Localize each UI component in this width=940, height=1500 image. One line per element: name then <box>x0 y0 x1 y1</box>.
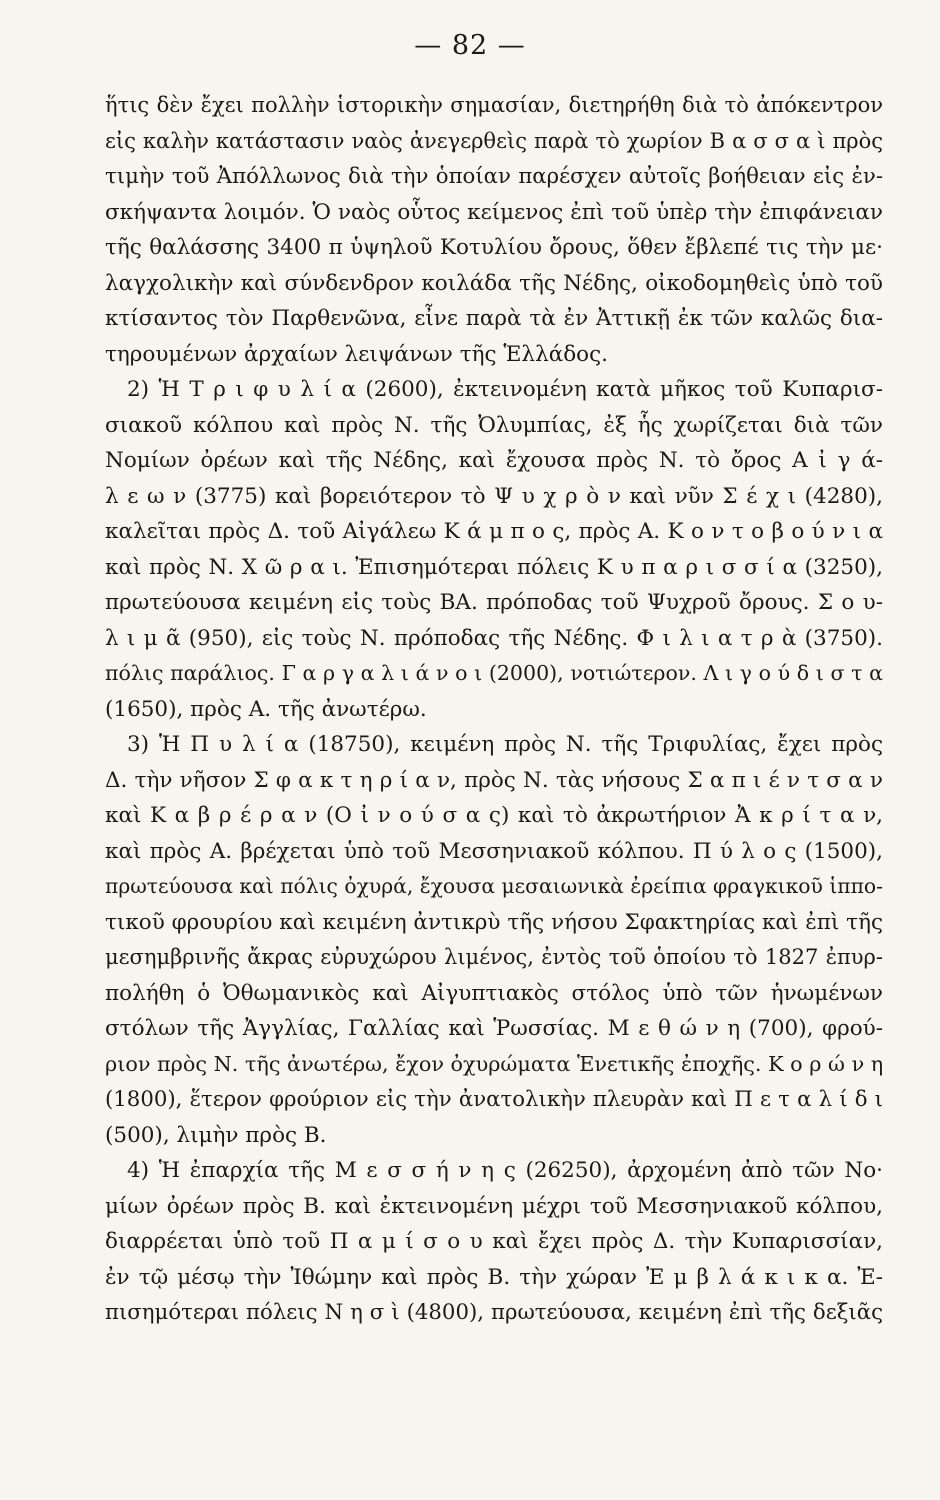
text-line: (1800), ἕτερον φρούριον εἰς τὴν ἀνατολικὴν πλευρὰν καὶ Π ε τ α λ ί δ ι <box>105 1087 883 1112</box>
paragraph-end-line: (500), λιμὴν πρὸς Β. <box>105 1122 327 1148</box>
text-line: ριον πρὸς Ν. τῆς ἀνωτέρω, ἔχον ὀχυρώματα Ἑνετικῆς ἐποχῆς. Κ ο ρ ώ ν η <box>105 1051 883 1076</box>
text-line: διαρρέεται ὑπὸ τοῦ Π α μ ί σ ο υ καὶ ἔχει πρὸς Δ. τὴν Κυπαρισσίαν, <box>105 1229 883 1254</box>
text-line: πόλις παράλιος. Γ α ρ γ α λ ι ά ν ο ι (2000), νοτιώτερον. Λ ι γ ο ύ δ ι σ τ α <box>105 661 883 685</box>
text-line: στόλων τῆς Ἀγγλίας, Γαλλίας καὶ Ῥωσσίας. Μ ε θ ώ ν η (700), φρού- <box>105 1016 883 1041</box>
paragraph-end-line: (1650), πρὸς Α. τῆς ἀνωτέρω. <box>105 696 427 722</box>
page-number: — 82 — <box>414 30 526 61</box>
text-line: λαγχολικὴν καὶ σύνδενδρον κοιλάδα τῆς Νέδης, οἰκοδομηθεὶς ὑπὸ τοῦ <box>105 270 883 296</box>
text-line: τικοῦ φρουρίου καὶ κειμένη ἀντικρὺ τῆς νήσου Σφακτηρίας καὶ ἐπὶ τῆς <box>105 909 883 935</box>
text-line: ἐν τῷ μέσῳ τὴν Ἰθώμην καὶ πρὸς Β. τὴν χώραν Ἐ μ β λ ά κ ι κ α. Ἐ- <box>105 1264 883 1290</box>
text-line: πρωτεύουσα κειμένη εἰς τοὺς ΒΑ. πρόποδας τοῦ Ψυχροῦ ὄρους. Σ ο υ- <box>105 590 883 615</box>
text-line: καλεῖται πρὸς Δ. τοῦ Αἰγάλεω Κ ά μ π ο ς, πρὸς Α. Κ ο ν τ ο β ο ύ ν ι α <box>105 519 883 544</box>
section-4-heading-line: 4) Ἡ ἐπαρχία τῆς Μ ε σ σ ή ν η ς (26250), ἀρχομένη ἀπὸ τῶν Νο· <box>127 1158 883 1183</box>
paragraph-end-line: τηρουμένων ἀρχαίων λειψάνων τῆς Ἑλλάδος. <box>105 341 608 367</box>
section-3-heading-line: 3) Ἡ Π υ λ ί α (18750), κειμένη πρὸς Ν. τῆς Τριφυλίας, ἔχει πρὸς <box>127 732 883 757</box>
text-line: μεσημβρινῆς ἄκρας εὐρυχώρου λιμένος, ἐντὸς τοῦ ὁποίου τὸ 1827 ἐπυρ- <box>105 945 883 969</box>
text-line: σκήψαντα λοιμόν. Ὁ ναὸς οὗτος κείμενος ἐπὶ τοῦ ὑπὲρ τὴν ἐπιφάνειαν <box>105 199 883 225</box>
section-2-heading-line: 2) Ἡ Τ ρ ι φ υ λ ί α (2600), ἐκτεινομένη κατὰ μῆκος τοῦ Κυπαρισ- <box>127 377 883 402</box>
text-line: μίων ὀρέων πρὸς Β. καὶ ἐκτεινομένη μέχρι τοῦ Μεσσηνιακοῦ κόλπου, <box>105 1193 883 1219</box>
text-line: πολήθη ὁ Ὀθωμανικὸς καὶ Αἰγυπτιακὸς στόλος ὑπὸ τῶν ἡνωμένων <box>105 980 883 1006</box>
text-line: κτίσαντος τὸν Παρθενῶνα, εἶνε παρὰ τὰ ἐν Ἀττικῇ ἐκ τῶν καλῶς δια- <box>105 306 883 331</box>
text-line: ἥτις δὲν ἔχει πολλὴν ἱστορικὴν σημασίαν, διετηρήθη διὰ τὸ ἀπόκεντρον <box>105 93 883 117</box>
text-line: σιακοῦ κόλπου καὶ πρὸς Ν. τῆς Ὀλυμπίας, ἐξ ἧς χωρίζεται διὰ τῶν <box>105 412 883 438</box>
body-text <box>105 88 883 1331</box>
text-line: καὶ πρὸς Α. βρέχεται ὑπὸ τοῦ Μεσσηνιακοῦ κόλπου. Π ύ λ ο ς (1500), <box>105 838 883 864</box>
text-line: Δ. τὴν νῆσον Σ φ α κ τ η ρ ί α ν, πρὸς Ν. τὰς νήσους Σ α π ι έ ν τ σ α ν <box>105 767 883 793</box>
text-line: τιμὴν τοῦ Ἀπόλλωνος διὰ τὴν ὁποίαν παρέσχεν αὐτοῖς βοήθειαν εἰς ἐν- <box>105 164 883 189</box>
text-line: καὶ Κ α β ρ έ ρ α ν (Ο ἰ ν ο ύ σ α ς) καὶ τὸ ἀκρωτήριον Ἀ κ ρ ί τ α ν, <box>105 803 883 828</box>
text-line: τῆς θαλάσσης 3400 π ὑψηλοῦ Κοτυλίου ὄρους, ὅθεν ἔβλεπέ τις τὴν με· <box>105 235 883 260</box>
text-line: λ ι μ ᾶ (950), εἰς τοὺς Ν. πρόποδας τῆς Νέδης. Φ ι λ ι α τ ρ ὰ (3750). <box>105 625 883 651</box>
text-line: Νομίων ὀρέων καὶ τῆς Νέδης, καὶ ἔχουσα πρὸς Ν. τὸ ὄρος Α ἰ γ ά- <box>105 448 883 473</box>
text-line: καὶ πρὸς Ν. Χ ῶ ρ α ι. Ἐπισημότεραι πόλεις Κ υ π α ρ ι σ σ ί α (3250), <box>105 554 883 580</box>
text-line: πρωτεύουσα καὶ πόλις ὀχυρά, ἔχουσα μεσαιωνικὰ ἐρείπια φραγκικοῦ ἱππο- <box>105 874 883 898</box>
text-line: πισημότεραι πόλεις Ν η σ ὶ (4800), πρωτεύουσα, κειμένη ἐπὶ τῆς δεξιᾶς <box>105 1300 883 1325</box>
text-line: λ ε ω ν (3775) καὶ βορειότερον τὸ Ψ υ χ ρ ὸ ν καὶ νῦν Σ έ χ ι (4280), <box>105 483 883 509</box>
text-line: εἰς καλὴν κατάστασιν ναὸς ἀνεγερθεὶς παρὰ τὸ χωρίον Β α σ σ α ὶ πρὸς <box>105 128 883 153</box>
